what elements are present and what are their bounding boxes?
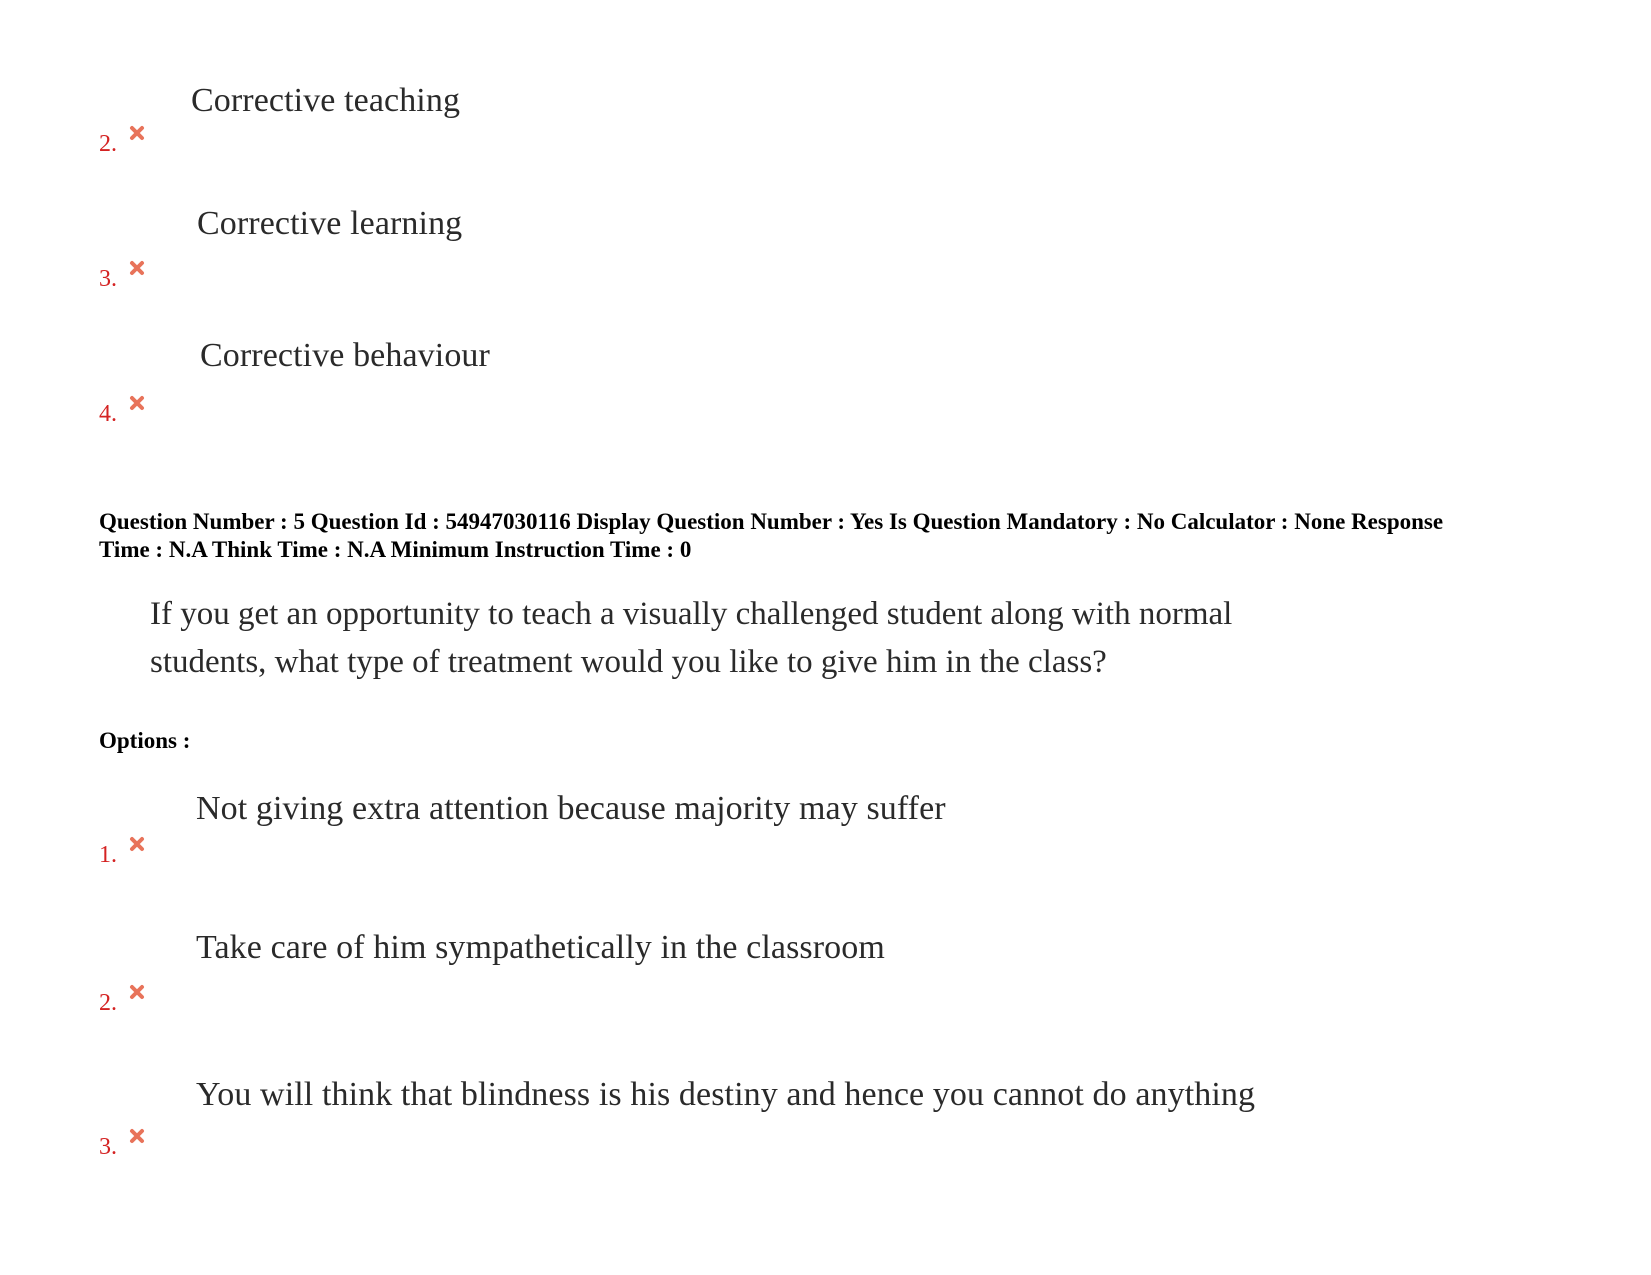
option-number-label: 2.: [99, 131, 117, 157]
option-number: [99, 990, 145, 1017]
cross-icon: [129, 836, 145, 852]
option-text: Corrective teaching: [191, 82, 461, 119]
option-number-label: 2.: [99, 990, 117, 1016]
option-number-label: 1.: [99, 842, 117, 868]
option-number-label: 3.: [99, 266, 117, 292]
option-number: [99, 266, 145, 293]
question-text: [150, 590, 1450, 686]
question-meta-line2: Time : N.A Think Time : N.A Minimum Instruction Time : 0: [99, 537, 692, 562]
option-number: [99, 131, 145, 158]
option-text: You will think that blindness is his destiny and hence you cannot do anything: [196, 1076, 1256, 1113]
question-text-line1: If you get an opportunity to teach a visually challenged student along with normal: [150, 596, 1233, 632]
cross-icon: [129, 1128, 145, 1144]
question-text-line2: students, what type of treatment would you like to give him in the class?: [150, 644, 1107, 680]
question-meta-line1: Question Number : 5 Question Id : 54947030116 Display Question Number : Yes Is Question Mandatory : No Calculator : None Response: [99, 509, 1444, 534]
cross-icon: [129, 125, 145, 141]
option-number: [99, 401, 145, 428]
option-text: Corrective learning: [197, 205, 463, 242]
cross-icon: [129, 395, 145, 411]
option-text: Not giving extra attention because majority may suffer: [196, 790, 946, 827]
option-number: [99, 842, 145, 869]
option-number-label: 4.: [99, 401, 117, 427]
option-text: Take care of him sympathetically in the classroom: [196, 929, 885, 966]
question-meta: [99, 508, 1599, 564]
cross-icon: [129, 260, 145, 276]
option-text: Corrective behaviour: [200, 337, 490, 374]
options-label: Options :: [99, 728, 191, 753]
option-number: [99, 1134, 145, 1161]
cross-icon: [129, 984, 145, 1000]
option-number-label: 3.: [99, 1134, 117, 1160]
